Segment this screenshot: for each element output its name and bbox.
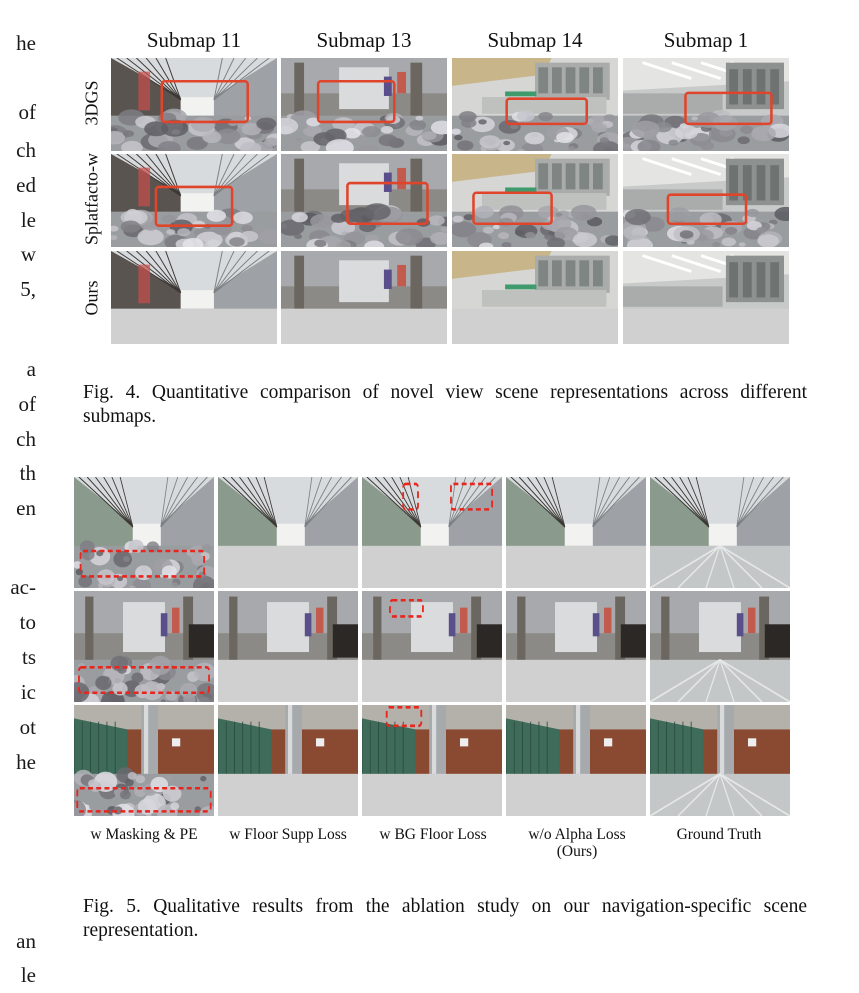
margin-text: ts: [21, 645, 36, 669]
fig4-row-label: 3DGS: [81, 80, 102, 126]
figure-panel-image: [217, 590, 359, 703]
figure-panel-image: [361, 476, 503, 589]
margin-text: ed: [16, 173, 36, 197]
margin-text: a: [26, 357, 36, 381]
fig5-column-label: [505, 826, 649, 860]
figure-panel-image: [649, 704, 791, 817]
margin-text: ch: [16, 138, 36, 162]
figure-panel-image: [649, 590, 791, 703]
figure-panel-image: [649, 476, 791, 589]
figure-panel-image: [217, 476, 359, 589]
margin-text: le: [20, 963, 36, 987]
margin-text: ch: [16, 427, 36, 451]
figure-panel-image: [505, 590, 647, 703]
margin-text: of: [18, 392, 36, 416]
figure-panel-image: [451, 153, 619, 248]
margin-text: of: [18, 100, 36, 124]
fig4-column-header: Submap 13: [316, 28, 412, 52]
figure-panel-image: [280, 250, 448, 345]
fig5-column-label: w BG Floor Loss: [379, 826, 487, 843]
margin-text: he: [16, 750, 36, 774]
fig4-column-header: Submap 1: [663, 28, 749, 52]
figure-panel-image: [622, 57, 790, 152]
fig4-caption: Fig. 4. Quantitative comparison of novel view scene representations across different submaps.: [83, 382, 807, 427]
fig5-caption: Fig. 5. Qualitative results from the ablation study on our navigation-specific scene representation.: [83, 896, 807, 941]
fig5-column-label: Ground Truth: [676, 826, 762, 843]
margin-text: to: [19, 610, 36, 634]
fig5-column-label-main: w/o Alpha Loss: [528, 826, 626, 843]
margin-text: le: [20, 208, 36, 232]
figure-panel-image: [451, 250, 619, 345]
figure-panel-image: [280, 57, 448, 152]
margin-text: ic: [20, 680, 36, 704]
fig4-row-label: Splatfacto-w: [81, 153, 102, 245]
fig5-column-label: w Floor Supp Loss: [229, 826, 347, 843]
figure-panel-image: [622, 250, 790, 345]
margin-text: he: [16, 31, 36, 55]
figure-panel-image: [73, 704, 215, 817]
figure-panel-image: [505, 476, 647, 589]
figure-panel-image: [622, 153, 790, 248]
fig4-column-header: Submap 14: [487, 28, 583, 52]
figure-panel-image: [280, 153, 448, 248]
figure-panel-image: [217, 704, 359, 817]
fig4-column-header: Submap 11: [146, 28, 242, 52]
margin-text: an: [16, 929, 36, 953]
margin-text: th: [19, 461, 36, 485]
margin-text: en: [16, 496, 36, 520]
figure-panel-image: [110, 57, 278, 152]
figure-panel-image: [73, 476, 215, 589]
fig5-column-label: w Masking & PE: [90, 826, 198, 843]
figure-panel-image: [361, 704, 503, 817]
figure-panel-image: [110, 153, 278, 248]
figure-panel-image: [73, 590, 215, 703]
margin-text: ot: [19, 715, 36, 739]
margin-text: 5,: [20, 277, 36, 301]
fig4-row-label: Ours: [81, 280, 102, 316]
margin-text: ac-: [10, 575, 36, 599]
figure-panel-image: [505, 704, 647, 817]
fig5-column-label-sub: (Ours): [556, 843, 598, 860]
figure-panel-image: [110, 250, 278, 345]
margin-text: w: [20, 242, 36, 266]
figure-panel-image: [451, 57, 619, 152]
figure-panel-image: [361, 590, 503, 703]
